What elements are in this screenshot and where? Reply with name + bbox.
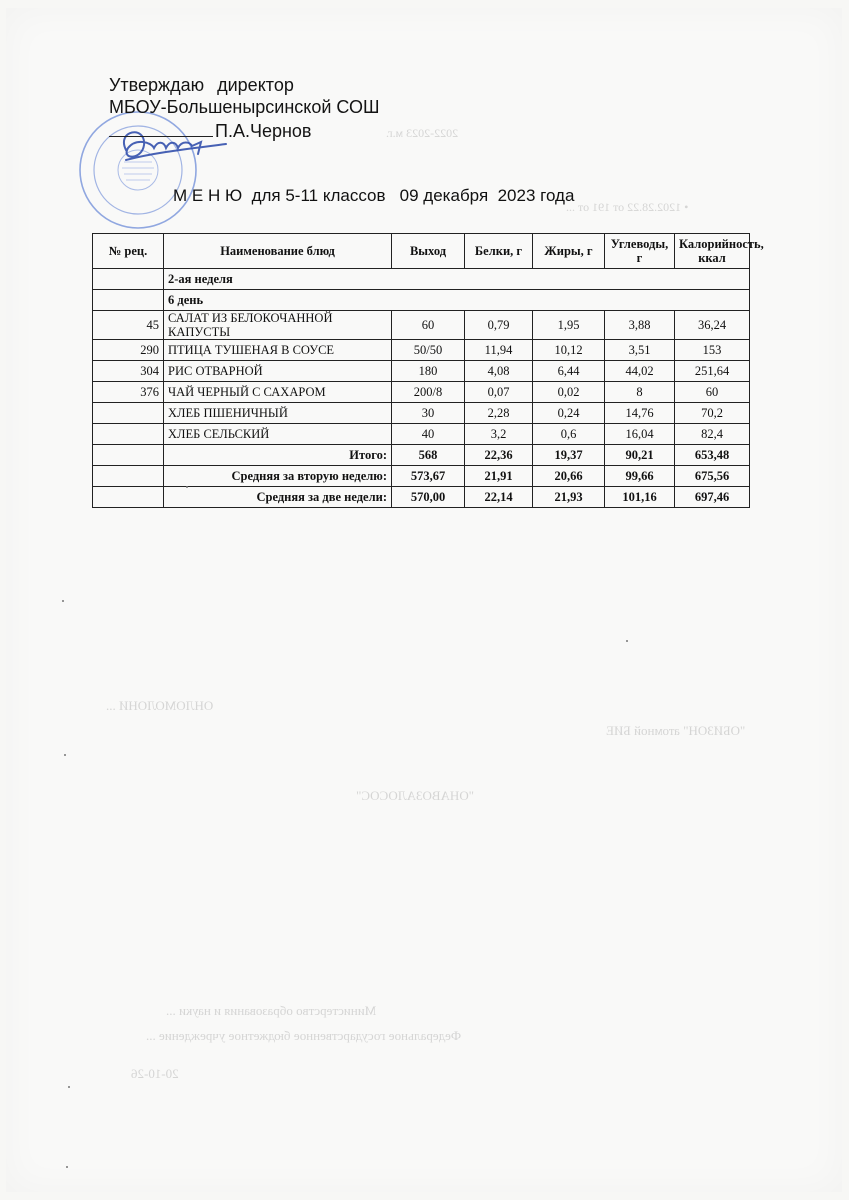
calories-value: 82,4 bbox=[675, 424, 750, 445]
total-calories: 675,56 bbox=[675, 466, 750, 487]
table-row bbox=[93, 340, 750, 361]
col-header-calories: Калорийность, ккал bbox=[675, 234, 750, 269]
total-label: Средняя за две недели: bbox=[164, 487, 392, 508]
calories-value: 70,2 bbox=[675, 403, 750, 424]
table-row bbox=[93, 361, 750, 382]
output-value: 200/8 bbox=[392, 382, 465, 403]
total-label: Средняя за вторую неделю: bbox=[164, 466, 392, 487]
bleed-through: 2022-2023 м.г. bbox=[386, 126, 459, 140]
table-row bbox=[93, 311, 750, 340]
col-header-fat: Жиры, г bbox=[533, 234, 605, 269]
day-label: 6 день bbox=[164, 290, 750, 311]
total-protein: 22,36 bbox=[465, 445, 533, 466]
fat-value: 0,6 bbox=[533, 424, 605, 445]
dish-name: ХЛЕБ ПШЕНИЧНЫЙ bbox=[164, 403, 392, 424]
protein-value: 0,79 bbox=[465, 311, 533, 340]
average-second-week-row bbox=[93, 466, 750, 487]
bleed-through: 20-10-26 bbox=[131, 1066, 179, 1081]
total-output: 568 bbox=[392, 445, 465, 466]
menu-title: М Е Н Ю для 5-11 классов 09 декабря 2023 года bbox=[173, 186, 575, 205]
col-header-recipe: № рец. bbox=[93, 234, 164, 269]
dish-name: РИС ОТВАРНОЙ bbox=[164, 361, 392, 382]
school-name: МБОУ-Большенырсинской СОШ bbox=[109, 97, 380, 117]
total-protein: 21,91 bbox=[465, 466, 533, 487]
week-label: 2-ая неделя bbox=[164, 269, 750, 290]
document-sheet bbox=[6, 8, 842, 1192]
table-header-row bbox=[93, 234, 750, 269]
approval-block bbox=[109, 74, 380, 141]
bleed-through: • 1202.28.22 от 191 от ... bbox=[566, 200, 689, 214]
recipe-number: 304 bbox=[93, 361, 164, 382]
bleed-through: "ОБИЗОН" атомной БИЕ bbox=[606, 723, 746, 738]
fat-value: 10,12 bbox=[533, 340, 605, 361]
dish-name: ХЛЕБ СЕЛЬСКИЙ bbox=[164, 424, 392, 445]
recipe-number: 290 bbox=[93, 340, 164, 361]
director-name: П.А.Чернов bbox=[215, 121, 312, 141]
total-label: Итого: bbox=[164, 445, 392, 466]
total-carbs: 90,21 bbox=[605, 445, 675, 466]
carbs-value: 16,04 bbox=[605, 424, 675, 445]
col-header-carbs: Углеводы, г bbox=[605, 234, 675, 269]
scan-speck bbox=[62, 600, 64, 602]
dish-name: САЛАТ ИЗ БЕЛОКОЧАННОЙ КАПУСТЫ bbox=[164, 311, 392, 340]
total-row bbox=[93, 445, 750, 466]
bleed-through: Федеральное государственное бюджетное учреждение ... bbox=[146, 1028, 462, 1043]
total-output: 573,67 bbox=[392, 466, 465, 487]
col-header-output: Выход bbox=[392, 234, 465, 269]
calories-value: 36,24 bbox=[675, 311, 750, 340]
total-carbs: 101,16 bbox=[605, 487, 675, 508]
output-value: 180 bbox=[392, 361, 465, 382]
output-value: 30 bbox=[392, 403, 465, 424]
output-value: 50/50 bbox=[392, 340, 465, 361]
table-row bbox=[93, 382, 750, 403]
carbs-value: 44,02 bbox=[605, 361, 675, 382]
calories-value: 251,64 bbox=[675, 361, 750, 382]
scan-speck bbox=[64, 754, 66, 756]
table-row bbox=[93, 424, 750, 445]
recipe-number: 45 bbox=[93, 311, 164, 340]
protein-value: 4,08 bbox=[465, 361, 533, 382]
table-row bbox=[93, 403, 750, 424]
carbs-value: 14,76 bbox=[605, 403, 675, 424]
output-value: 60 bbox=[392, 311, 465, 340]
total-output: 570,00 bbox=[392, 487, 465, 508]
total-fat: 19,37 bbox=[533, 445, 605, 466]
fat-value: 6,44 bbox=[533, 361, 605, 382]
fat-value: 1,95 bbox=[533, 311, 605, 340]
scan-speck bbox=[626, 640, 628, 642]
total-fat: 20,66 bbox=[533, 466, 605, 487]
calories-value: 153 bbox=[675, 340, 750, 361]
dish-name: ЧАЙ ЧЕРНЫЙ С САХАРОМ bbox=[164, 382, 392, 403]
bleed-through: "ОНАВОЗАЛОСОС" bbox=[356, 788, 474, 803]
protein-value: 0,07 bbox=[465, 382, 533, 403]
scan-speck bbox=[186, 486, 188, 488]
bleed-through: ОНЛОМОЛОНИ ... bbox=[106, 698, 214, 713]
week-row bbox=[93, 269, 750, 290]
protein-value: 11,94 bbox=[465, 340, 533, 361]
average-two-weeks-row bbox=[93, 487, 750, 508]
approval-title: Утверждаю директор bbox=[109, 75, 294, 95]
carbs-value: 8 bbox=[605, 382, 675, 403]
total-fat: 21,93 bbox=[533, 487, 605, 508]
recipe-number: 376 bbox=[93, 382, 164, 403]
recipe-number bbox=[93, 424, 164, 445]
scan-speck bbox=[68, 1086, 70, 1088]
col-header-dish: Наименование блюд bbox=[164, 234, 392, 269]
menu-table bbox=[92, 233, 764, 508]
bleed-through: Министерство образования и науки ... bbox=[166, 1003, 377, 1018]
col-header-protein: Белки, г bbox=[465, 234, 533, 269]
scan-speck bbox=[66, 1166, 68, 1168]
recipe-number bbox=[93, 403, 164, 424]
protein-value: 2,28 bbox=[465, 403, 533, 424]
total-carbs: 99,66 bbox=[605, 466, 675, 487]
carbs-value: 3,88 bbox=[605, 311, 675, 340]
total-calories: 653,48 bbox=[675, 445, 750, 466]
dish-name: ПТИЦА ТУШЕНАЯ В СОУСЕ bbox=[164, 340, 392, 361]
total-calories: 697,46 bbox=[675, 487, 750, 508]
output-value: 40 bbox=[392, 424, 465, 445]
fat-value: 0,24 bbox=[533, 403, 605, 424]
total-protein: 22,14 bbox=[465, 487, 533, 508]
calories-value: 60 bbox=[675, 382, 750, 403]
approval-signature-line bbox=[109, 120, 349, 142]
day-row bbox=[93, 290, 750, 311]
carbs-value: 3,51 bbox=[605, 340, 675, 361]
protein-value: 3,2 bbox=[465, 424, 533, 445]
fat-value: 0,02 bbox=[533, 382, 605, 403]
signature-underline bbox=[109, 136, 213, 137]
